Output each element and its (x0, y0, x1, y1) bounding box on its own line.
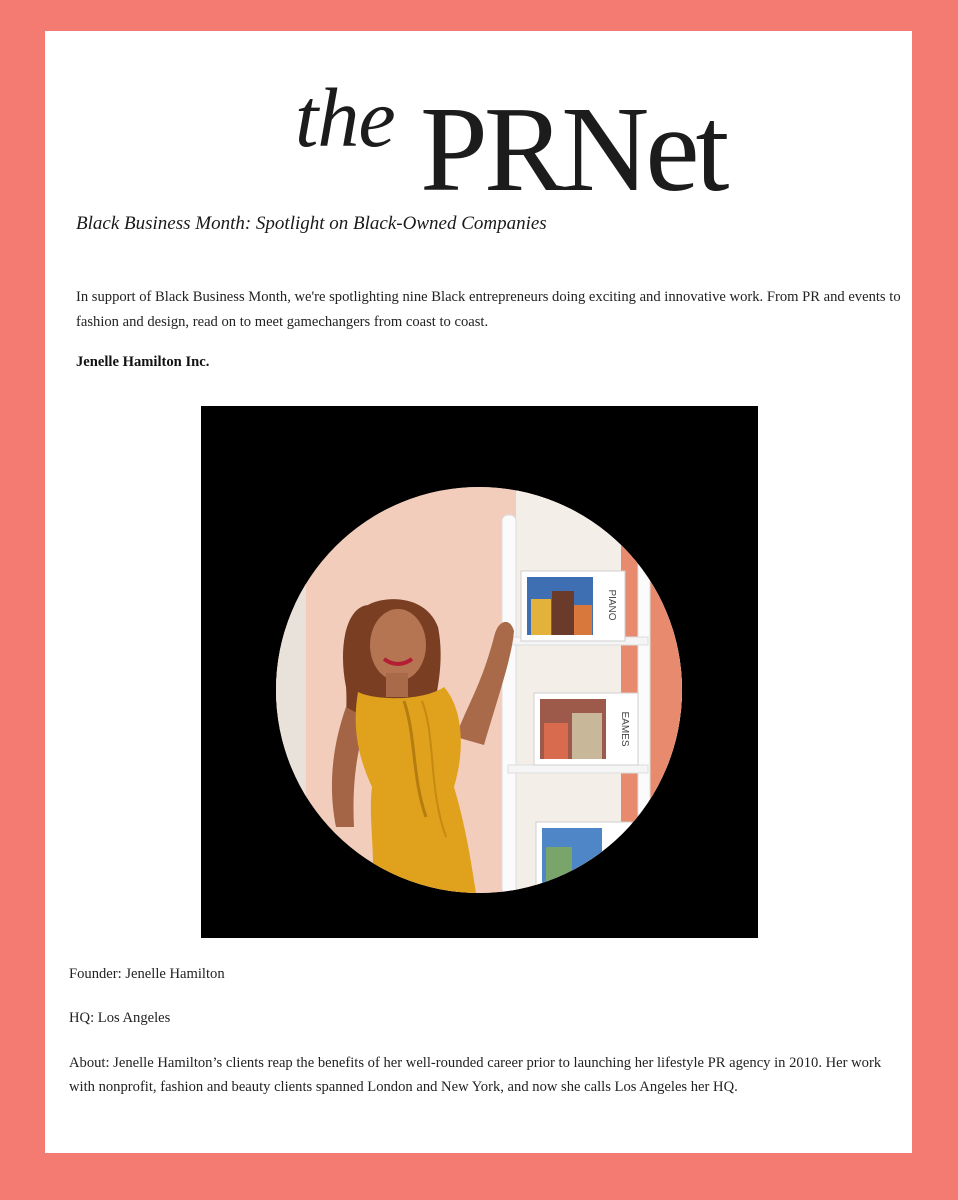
about-detail: About: Jenelle Hamilton’s clients reap the benefits of her well-rounded career prior to launching her lifestyle PR agency in 2010. Her work with nonprofit, fashion and beauty clients spanned London and New York, and now she calls Los Angeles her HQ. (69, 1055, 882, 1095)
logo-prnet: PRNet (420, 82, 726, 217)
logo-the: the (295, 72, 395, 165)
book-label-eames: EAMES (619, 711, 630, 747)
hq-detail: HQ: Los Angeles (69, 1010, 171, 1026)
profile-photo-frame (201, 406, 758, 938)
article-card (45, 31, 912, 1153)
founder-detail: Founder: Jenelle Hamilton (69, 966, 225, 982)
book-label-piano: PIANO (606, 589, 617, 621)
profile-photo (276, 487, 682, 893)
article-intro: In support of Black Business Month, we're spotlighting nine Black entrepreneurs doing exciting and innovative work. From PR and events to fashion and design, read on to meet gamechangers from coast to coast. (76, 289, 901, 330)
article-headline: Black Business Month: Spotlight on Black-Owned Companies (76, 213, 547, 234)
profile-photo-illustration (276, 487, 682, 893)
company-name: Jenelle Hamilton Inc. (76, 354, 210, 370)
brand-logo (295, 72, 785, 217)
